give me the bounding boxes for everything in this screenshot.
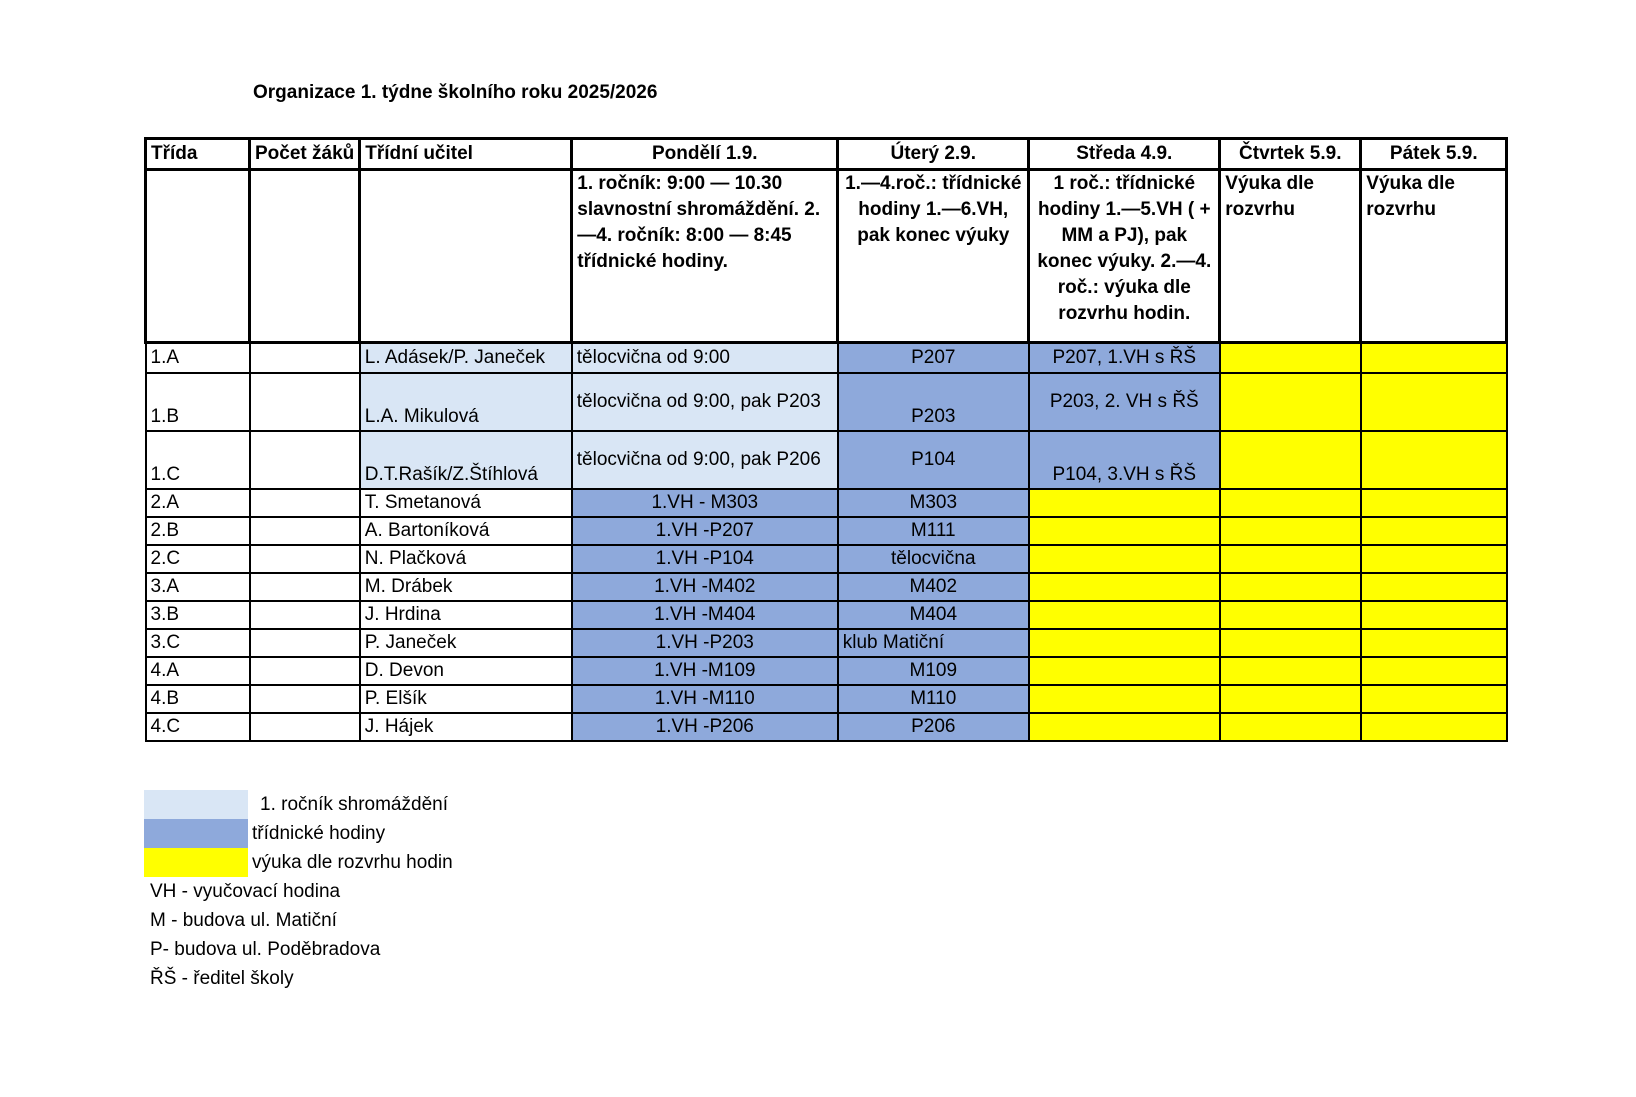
cell-class: 3.A [146, 573, 250, 601]
cell-count [250, 629, 360, 657]
cell-class: 3.C [146, 629, 250, 657]
cell-teacher: J. Hrdina [360, 601, 572, 629]
cell-monday: 1.VH -M110 [572, 685, 838, 713]
cell-teacher: J. Hájek [360, 713, 572, 741]
cell-monday: tělocvična od 9:00, pak P203 [572, 373, 838, 431]
cell-teacher: M. Drábek [360, 573, 572, 601]
legend-label-timetable: výuka dle rozvrhu hodin [252, 852, 453, 873]
cell-wednesday [1029, 573, 1220, 601]
cell-thursday [1220, 657, 1361, 685]
cell-tuesday: tělocvična [838, 545, 1029, 573]
cell-tuesday: M303 [838, 489, 1029, 517]
cell-class: 4.B [146, 685, 250, 713]
cell-count [250, 573, 360, 601]
cell-friday [1361, 657, 1507, 685]
cell-count [250, 517, 360, 545]
table-row [146, 545, 1507, 573]
cell-class: 1.A [146, 343, 250, 374]
cell-count [250, 685, 360, 713]
cell-friday [1361, 601, 1507, 629]
cell-tuesday: M402 [838, 573, 1029, 601]
cell-wednesday [1029, 629, 1220, 657]
cell-wednesday [1029, 489, 1220, 517]
cell-teacher: A. Bartoníková [360, 517, 572, 545]
cell-wednesday: P203, 2. VH s ŘŠ [1029, 373, 1220, 431]
cell-monday: 1.VH -M402 [572, 573, 838, 601]
cell-tuesday: klub Matiční [838, 629, 1029, 657]
legend-swatch-yellow [144, 848, 248, 877]
info-row [146, 170, 1507, 343]
cell-teacher: L. Adásek/P. Janeček [360, 343, 572, 374]
cell-teacher: N. Plačková [360, 545, 572, 573]
cell-class: 4.C [146, 713, 250, 741]
cell-count [250, 373, 360, 431]
cell-thursday [1220, 685, 1361, 713]
cell-class: 2.B [146, 517, 250, 545]
cell-class: 1.B [146, 373, 250, 431]
cell-friday [1361, 573, 1507, 601]
cell-monday: 1.VH -P203 [572, 629, 838, 657]
cell-friday [1361, 545, 1507, 573]
cell-wednesday [1029, 685, 1220, 713]
col-header-thursday: Čtvrtek 5.9. [1220, 139, 1361, 170]
info-cell-class [146, 170, 250, 343]
cell-thursday [1220, 517, 1361, 545]
cell-friday [1361, 431, 1507, 489]
cell-thursday [1220, 343, 1361, 374]
col-header-monday: Pondělí 1.9. [572, 139, 838, 170]
cell-friday [1361, 713, 1507, 741]
cell-monday: tělocvična od 9:00, pak P206 [572, 431, 838, 489]
cell-monday: 1.VH -P206 [572, 713, 838, 741]
cell-tuesday: M109 [838, 657, 1029, 685]
cell-wednesday [1029, 657, 1220, 685]
cell-wednesday [1029, 545, 1220, 573]
schedule-table [144, 137, 1508, 742]
table-row [146, 713, 1507, 741]
cell-thursday [1220, 601, 1361, 629]
cell-thursday [1220, 573, 1361, 601]
cell-count [250, 545, 360, 573]
info-cell-count [250, 170, 360, 343]
info-cell-teacher [360, 170, 572, 343]
cell-teacher: L.A. Mikulová [360, 373, 572, 431]
cell-monday: 1.VH - M303 [572, 489, 838, 517]
table-row [146, 343, 1507, 374]
table-row [146, 489, 1507, 517]
legend-label-class-hours: třídnické hodiny [252, 823, 386, 844]
cell-tuesday: P207 [838, 343, 1029, 374]
col-header-tuesday: Úterý 2.9. [838, 139, 1029, 170]
table-row [146, 685, 1507, 713]
cell-class: 2.C [146, 545, 250, 573]
info-tuesday: 1.—4.roč.: třídnické hodiny 1.—6.VH, pak konec výuky [838, 170, 1029, 343]
cell-monday: 1.VH -M109 [572, 657, 838, 685]
info-wednesday: 1 roč.: třídnické hodiny 1.—5.VH ( + MM a PJ), pak konec výuky. 2.—4. roč.: výuka dle rozvrhu hodin. [1029, 170, 1220, 343]
cell-class: 1.C [146, 431, 250, 489]
table-row [146, 373, 1507, 431]
cell-tuesday: P206 [838, 713, 1029, 741]
table-row [146, 431, 1507, 489]
cell-friday [1361, 685, 1507, 713]
cell-class: 4.A [146, 657, 250, 685]
info-monday: 1. ročník: 9:00 — 10.30 slavnostní shromáždění. 2.—4. ročník: 8:00 — 8:45 třídnické hodiny. [572, 170, 838, 343]
cell-wednesday [1029, 601, 1220, 629]
cell-count [250, 489, 360, 517]
col-header-teacher: Třídní učitel [360, 139, 572, 170]
cell-monday: 1.VH -P207 [572, 517, 838, 545]
legend-swatch-blue [144, 819, 248, 848]
cell-teacher: D.T.Rašík/Z.Štíhlová [360, 431, 572, 489]
col-header-wednesday: Středa 4.9. [1029, 139, 1220, 170]
col-header-friday: Pátek 5.9. [1361, 139, 1507, 170]
cell-wednesday: P207, 1.VH s ŘŠ [1029, 343, 1220, 374]
table-row [146, 629, 1507, 657]
cell-tuesday: M404 [838, 601, 1029, 629]
cell-wednesday: P104, 3.VH s ŘŠ [1029, 431, 1220, 489]
cell-friday [1361, 629, 1507, 657]
cell-tuesday: M111 [838, 517, 1029, 545]
cell-monday: 1.VH -M404 [572, 601, 838, 629]
cell-thursday [1220, 489, 1361, 517]
cell-tuesday: P104 [838, 431, 1029, 489]
table-row [146, 517, 1507, 545]
cell-count [250, 431, 360, 489]
cell-teacher: T. Smetanová [360, 489, 572, 517]
cell-count [250, 713, 360, 741]
col-header-count: Počet žáků [250, 139, 360, 170]
cell-friday [1361, 489, 1507, 517]
cell-thursday [1220, 373, 1361, 431]
table-row [146, 657, 1507, 685]
cell-wednesday [1029, 713, 1220, 741]
table-row [146, 573, 1507, 601]
col-header-class: Třída [146, 139, 250, 170]
cell-tuesday: M110 [838, 685, 1029, 713]
legend-label-assembly: 1. ročník shromáždění [260, 794, 448, 815]
cell-wednesday [1029, 517, 1220, 545]
cell-monday: tělocvična od 9:00 [572, 343, 838, 374]
cell-friday [1361, 343, 1507, 374]
cell-count [250, 601, 360, 629]
cell-teacher: P. Janeček [360, 629, 572, 657]
cell-tuesday: P203 [838, 373, 1029, 431]
cell-class: 3.B [146, 601, 250, 629]
table-row [146, 601, 1507, 629]
cell-teacher: P. Elšík [360, 685, 572, 713]
info-thursday: Výuka dle rozvrhu [1220, 170, 1361, 343]
cell-thursday [1220, 545, 1361, 573]
header-row [146, 139, 1507, 170]
cell-count [250, 343, 360, 374]
cell-monday: 1.VH -P104 [572, 545, 838, 573]
cell-friday [1361, 373, 1507, 431]
cell-thursday [1220, 713, 1361, 741]
legend-swatch-pale [144, 790, 248, 819]
cell-thursday [1220, 629, 1361, 657]
page-title: Organizace 1. týdne školního roku 2025/2026 [253, 82, 658, 103]
cell-thursday [1220, 431, 1361, 489]
cell-friday [1361, 517, 1507, 545]
cell-count [250, 657, 360, 685]
cell-class: 2.A [146, 489, 250, 517]
cell-teacher: D. Devon [360, 657, 572, 685]
info-friday: Výuka dle rozvrhu [1361, 170, 1507, 343]
